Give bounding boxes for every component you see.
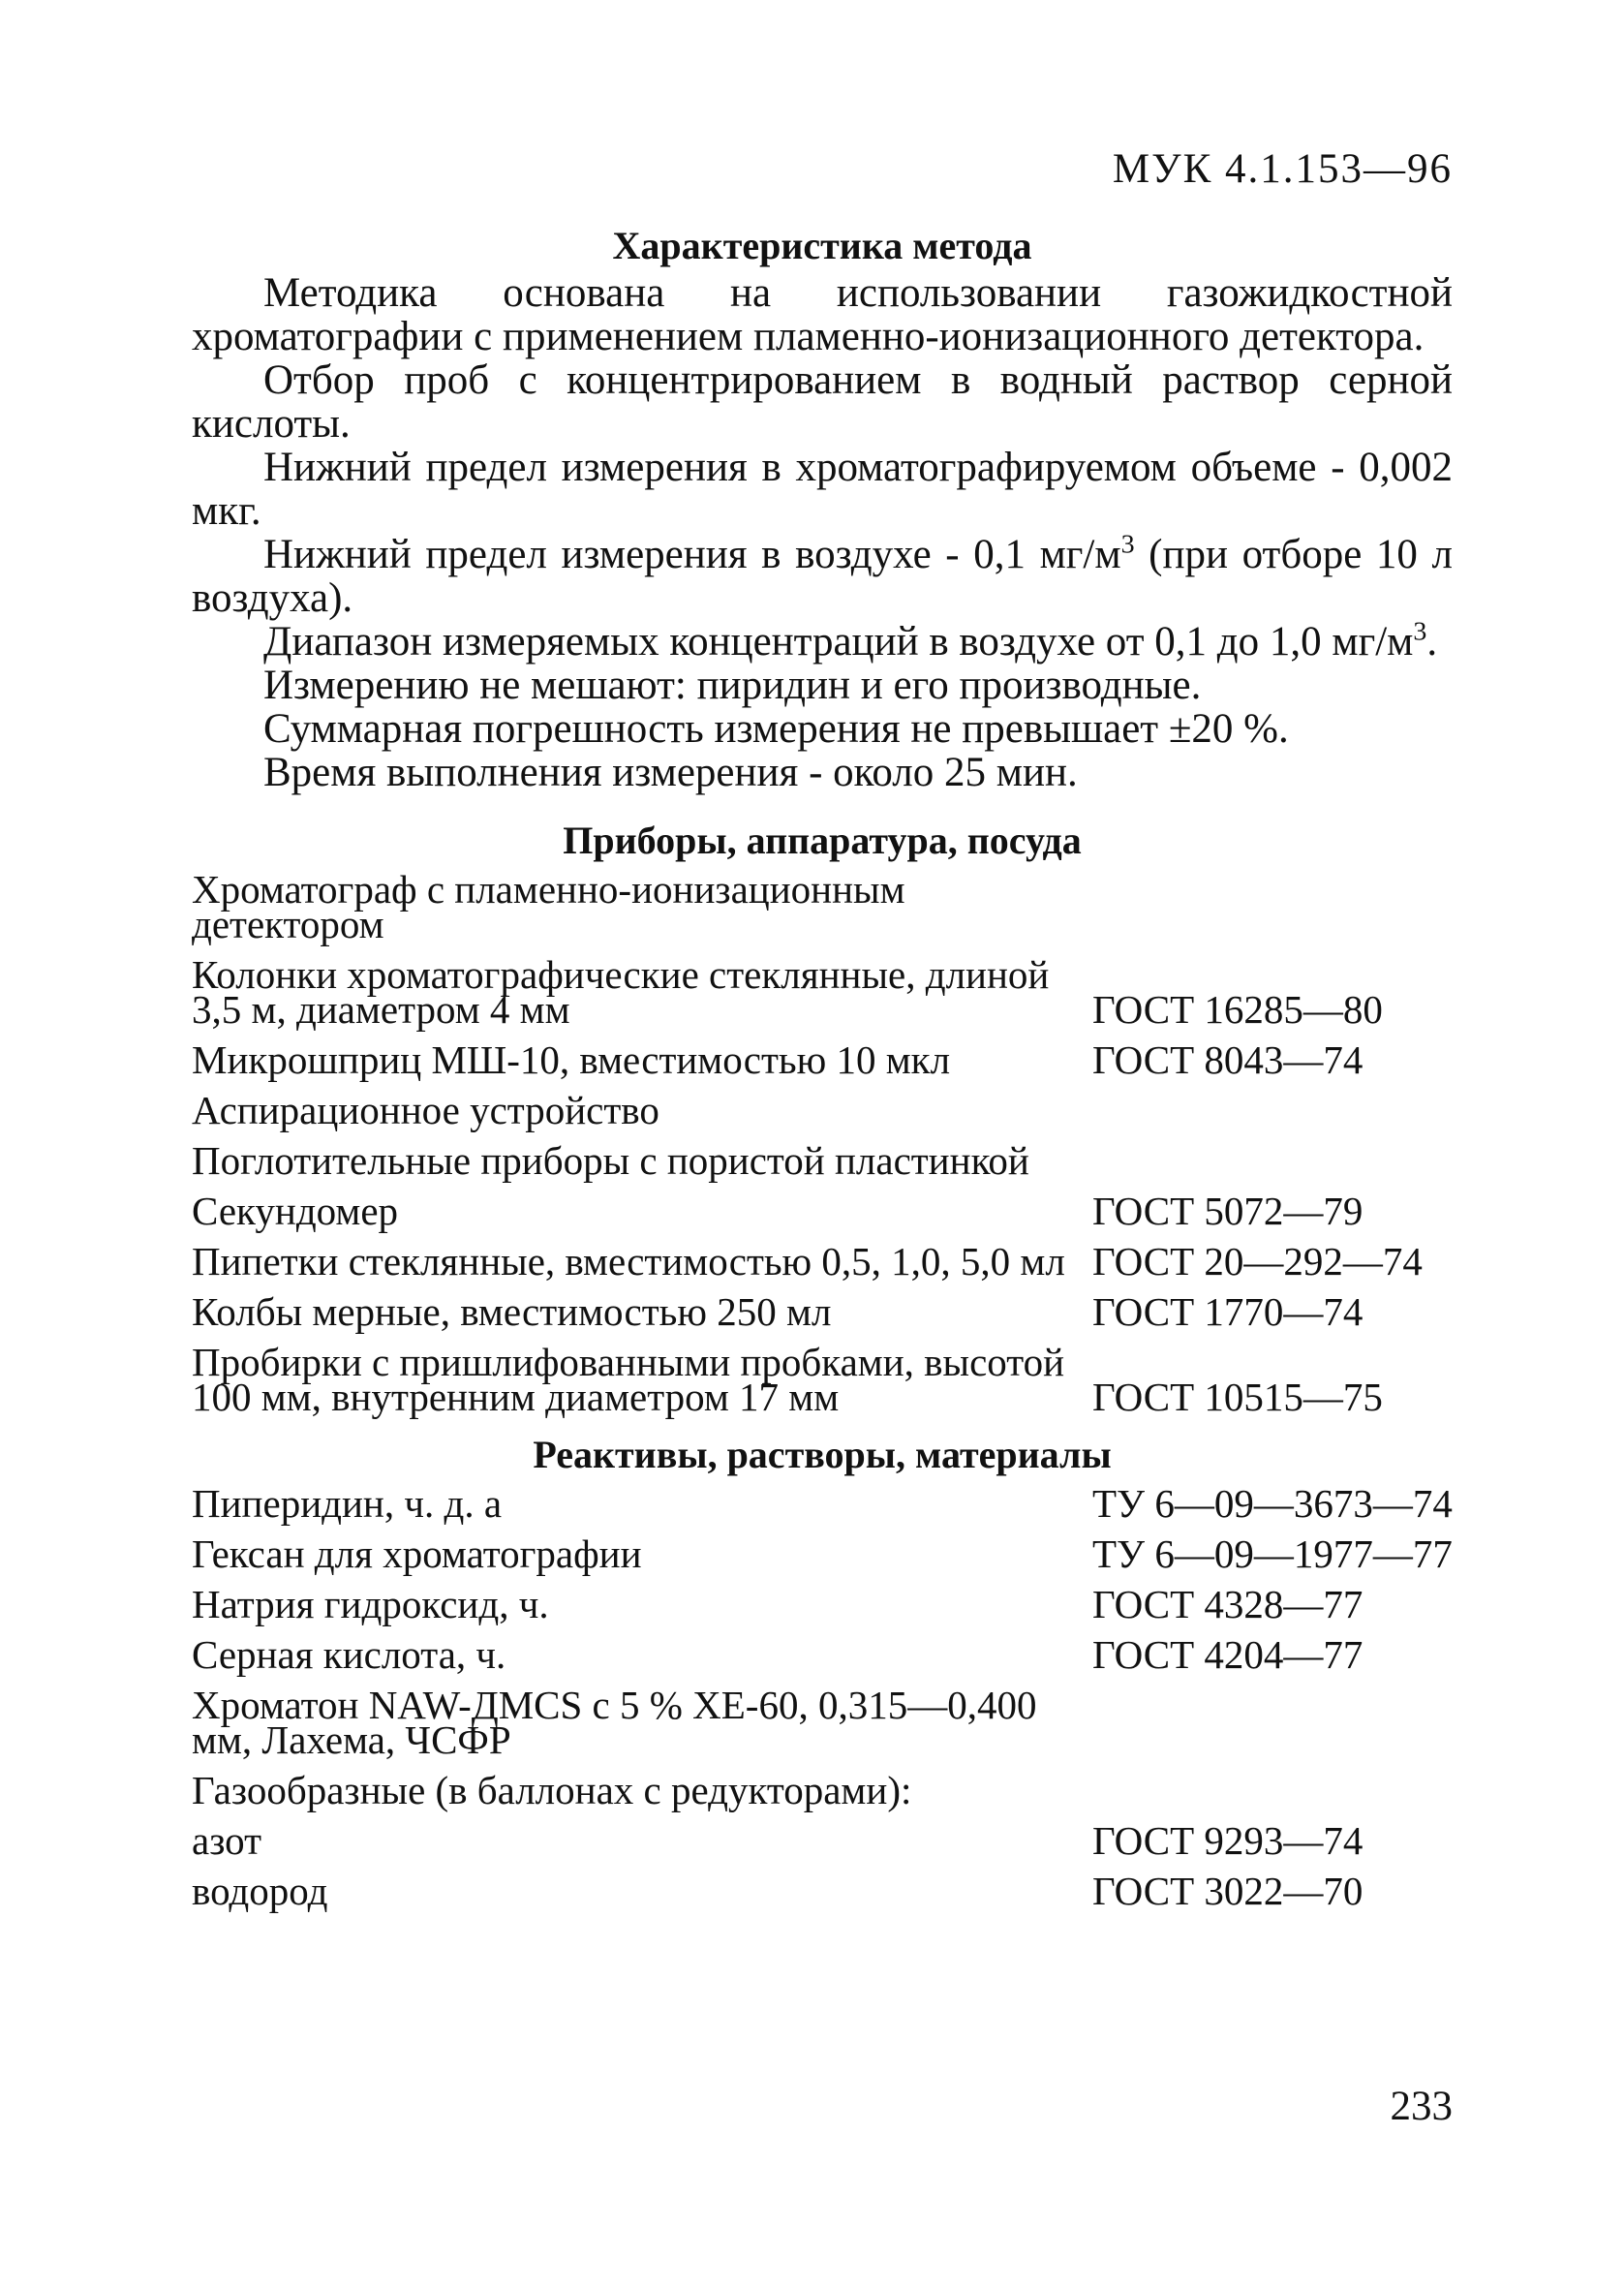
item-name: Хроматон NAW-ДМCS с 5 % XE-60, 0,315—0,400 мм, Лахема, ЧСФР: [192, 1683, 1037, 1762]
item-standard: ГОСТ 16285—80: [1092, 987, 1383, 1032]
paragraph: Измерению не мешают: пиридин и его производные.: [263, 663, 1202, 708]
item-name: Пипетки стеклянные, вместимостью 0,5, 1,0, 5,0 мл: [192, 1239, 1065, 1284]
paragraph: Нижний предел измерения в хроматографируемом объеме - 0,002 мкг.: [192, 445, 1453, 534]
section-title-equipment: Приборы, аппаратура, посуда: [563, 819, 1082, 862]
item-name: Микрошприц МШ-10, вместимостью 10 мкл: [192, 1037, 951, 1082]
list-item: [192, 1037, 1453, 1082]
item-name: Секундомер: [192, 1189, 399, 1233]
item-standard: ГОСТ 20—292—74: [1092, 1239, 1423, 1284]
text: .: [1426, 619, 1438, 665]
item-standard: ГОСТ 9293—74: [1092, 1818, 1364, 1863]
item-standard: ТУ 6—09—3673—74: [1092, 1481, 1453, 1526]
item-standard: ГОСТ 3022—70: [1092, 1869, 1364, 1913]
item-standard: ГОСТ 1770—74: [1092, 1289, 1364, 1334]
list-item: [192, 1818, 1453, 1863]
paragraph: Время выполнения измерения - около 25 мин.: [263, 750, 1078, 795]
item-standard: ГОСТ 5072—79: [1092, 1189, 1364, 1233]
text: Нижний предел измерения в воздухе - 0,1 мг/м: [263, 532, 1121, 577]
document-code: МУК 4.1.153—96: [1112, 146, 1453, 192]
text: (при отборе 10 л воздуха).: [192, 532, 1453, 621]
text: Диапазон измеряемых концентраций в воздухе от 0,1 до 1,0 мг/м: [263, 619, 1414, 665]
item-name: Пиперидин, ч. д. а: [192, 1481, 503, 1526]
list-item: [192, 1531, 1453, 1576]
item-name: Гексан для хроматографии: [192, 1531, 642, 1576]
list-item: [192, 1632, 1453, 1677]
item-name: Аспирационное устройство: [192, 1088, 659, 1132]
item-name: Газообразные (в баллонах с редукторами):: [192, 1768, 912, 1812]
item-standard: ТУ 6—09—1977—77: [1092, 1531, 1453, 1576]
list-item: [192, 1582, 1453, 1626]
item-name: азот: [192, 1818, 262, 1863]
section-title-reagents: Реактивы, растворы, материалы: [533, 1433, 1112, 1476]
superscript: 3: [1413, 616, 1427, 647]
document-page: [192, 145, 1453, 2129]
paragraph: Методика основана на использовании газожидкостной хроматографии с применением пламенно-ионизационного детектора.: [192, 270, 1453, 359]
item-name: Поглотительные приборы с пористой пластинкой: [192, 1138, 1029, 1183]
list-item: [192, 1683, 1453, 1762]
list-item: [192, 1289, 1453, 1334]
equipment-list: [192, 867, 1453, 1419]
item-standard: ГОСТ 10515—75: [1092, 1375, 1383, 1419]
section-title-method: Характеристика метода: [612, 224, 1032, 267]
list-item: [192, 1768, 1453, 1812]
list-item: [192, 1869, 1453, 1913]
item-name: Натрия гидроксид, ч.: [192, 1582, 549, 1626]
paragraph: Суммарная погрешность измерения не превышает ±20 %.: [263, 706, 1289, 752]
item-name: Пробирки с пришлифованными пробками, высотой 100 мм, внутренним диаметром 17 мм: [192, 1340, 1065, 1419]
item-standard: ГОСТ 4204—77: [1092, 1632, 1364, 1677]
list-item: [192, 1340, 1453, 1419]
paragraph: Отбор проб с концентрированием в водный раствор серной кислоты.: [192, 357, 1453, 447]
item-name: Колонки хроматографические стеклянные, длиной 3,5 м, диаметром 4 мм: [192, 952, 1050, 1032]
reagents-list: [192, 1481, 1453, 1913]
item-standard: ГОСТ 4328—77: [1092, 1582, 1364, 1626]
item-standard: ГОСТ 8043—74: [1092, 1037, 1364, 1082]
list-item: [192, 1138, 1453, 1183]
list-item: [192, 1481, 1453, 1526]
item-name: водород: [192, 1869, 328, 1913]
list-item: [192, 952, 1453, 1032]
list-item: [192, 1239, 1453, 1284]
item-name: Колбы мерные, вместимостью 250 мл: [192, 1289, 832, 1334]
item-name: Серная кислота, ч.: [192, 1632, 506, 1677]
superscript: 3: [1120, 529, 1135, 560]
paragraph-range: [192, 616, 1453, 665]
list-item: [192, 1189, 1453, 1233]
page-number: 233: [1390, 2084, 1453, 2129]
paragraph-air-limit: [192, 529, 1453, 621]
item-name: Хроматограф с пламенно-ионизационным детектором: [192, 867, 905, 946]
list-item: [192, 1088, 1453, 1132]
list-item: [192, 867, 1453, 946]
